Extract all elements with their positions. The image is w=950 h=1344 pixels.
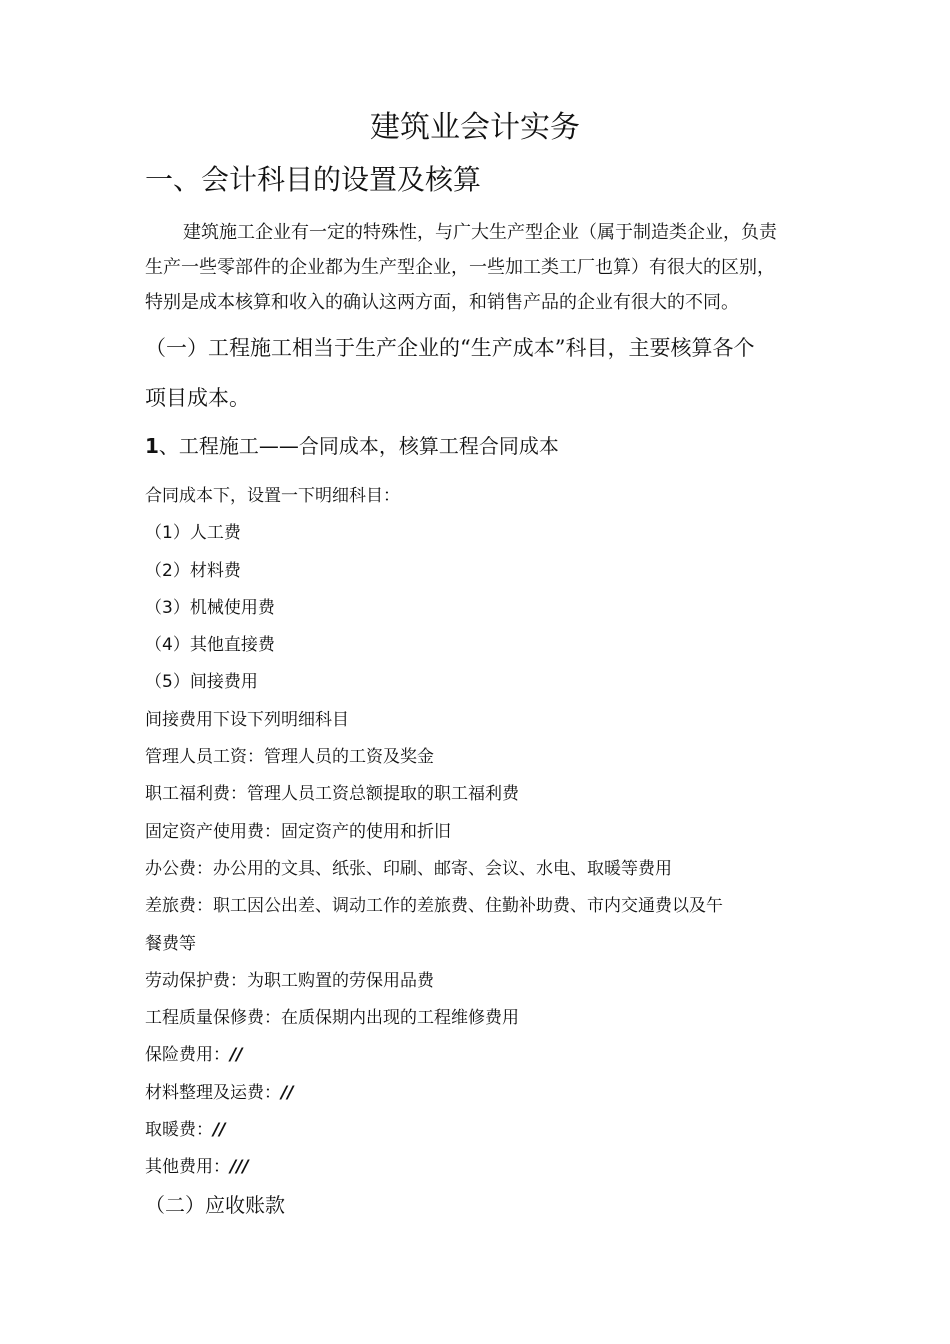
list-item-text: 合同成本下，设置一下明细科目： [145,486,400,506]
list-item-text: 固定资产使用费：固定资产的使用和折旧 [145,821,451,842]
subheading-contract-cost [145,430,559,462]
list-item-placeholder-marks: // [230,1045,243,1066]
document-title: 建筑业会计实务 [370,110,580,145]
list-item [145,926,825,963]
list-item-text: （4）其他直接费 [145,635,275,656]
list-item-text: （2）材料费 [145,560,241,581]
list-item [145,627,825,664]
subheading-text: 、工程施工——合同成本，核算工程合同成本 [158,434,559,458]
intro-line: 生产一些零部件的企业都为生产型企业，一些加工类工厂也算）有很大的区别， [145,257,775,278]
detail-subject-list [145,478,825,1187]
list-item [145,1149,825,1186]
section-heading-receivables: （二）应收账款 [145,1193,285,1217]
intro-paragraph [145,215,810,320]
list-item [145,776,825,813]
list-item-text: 办公费：办公用的文具、纸张、印刷、邮寄、会议、水电、取暖等费用 [145,858,672,879]
list-item-text: 间接费用下设下列明细科目 [145,709,349,730]
list-item-placeholder-marks: // [213,1120,226,1141]
list-item-text: （3）机械使用费 [145,597,275,618]
list-item-text: （1）人工费 [145,523,241,544]
list-item-text: 取暖费： [145,1120,213,1141]
list-item [145,515,825,552]
list-item-placeholder-marks: // [281,1082,294,1103]
intro-line: 建筑施工企业有一定的特殊性，与广大生产型企业（属于制造类企业，负责 [183,222,777,243]
list-item-text: 工程质量保修费：在质保期内出现的工程维修费用 [145,1008,519,1029]
list-item-text: 职工福利费：管理人员工资总额提取的职工福利费 [145,784,519,805]
list-item [145,814,825,851]
list-item [145,553,825,590]
list-item-text: 劳动保护费：为职工购置的劳保用品费 [145,970,434,991]
list-item [145,888,825,925]
section-heading-construction: （一）工程施工相当于生产企业的“生产成本”科目，主要核算各个 [145,336,755,360]
list-item-text: 其他费用： [145,1157,230,1178]
section-heading-construction-cont: 项目成本。 [145,386,250,410]
list-item [145,664,825,701]
list-item-text: 管理人员工资：管理人员的工资及奖金 [145,747,434,768]
subheading-number: 1 [145,434,159,458]
intro-line: 特别是成本核算和收入的确认这两方面，和销售产品的企业有很大的不同。 [145,292,739,313]
list-item [145,963,825,1000]
list-item-text: 保险费用： [145,1045,230,1066]
list-item-text: 餐费等 [145,933,196,954]
list-item-text: 材料整理及运费： [145,1082,281,1103]
list-item [145,590,825,627]
list-item [145,478,825,515]
list-item [145,1000,825,1037]
list-item [145,1075,825,1112]
list-item [145,851,825,888]
list-item-text: （5）间接费用 [145,672,258,693]
list-item [145,1037,825,1074]
list-item-text: 差旅费：职工因公出差、调动工作的差旅费、住勤补助费、市内交通费以及午 [145,896,723,917]
list-item-placeholder-marks: /// [230,1157,249,1178]
list-item [145,739,825,776]
list-item [145,702,825,739]
heading-accounting-subjects: 一、会计科目的设置及核算 [145,163,482,196]
list-item [145,1112,825,1149]
